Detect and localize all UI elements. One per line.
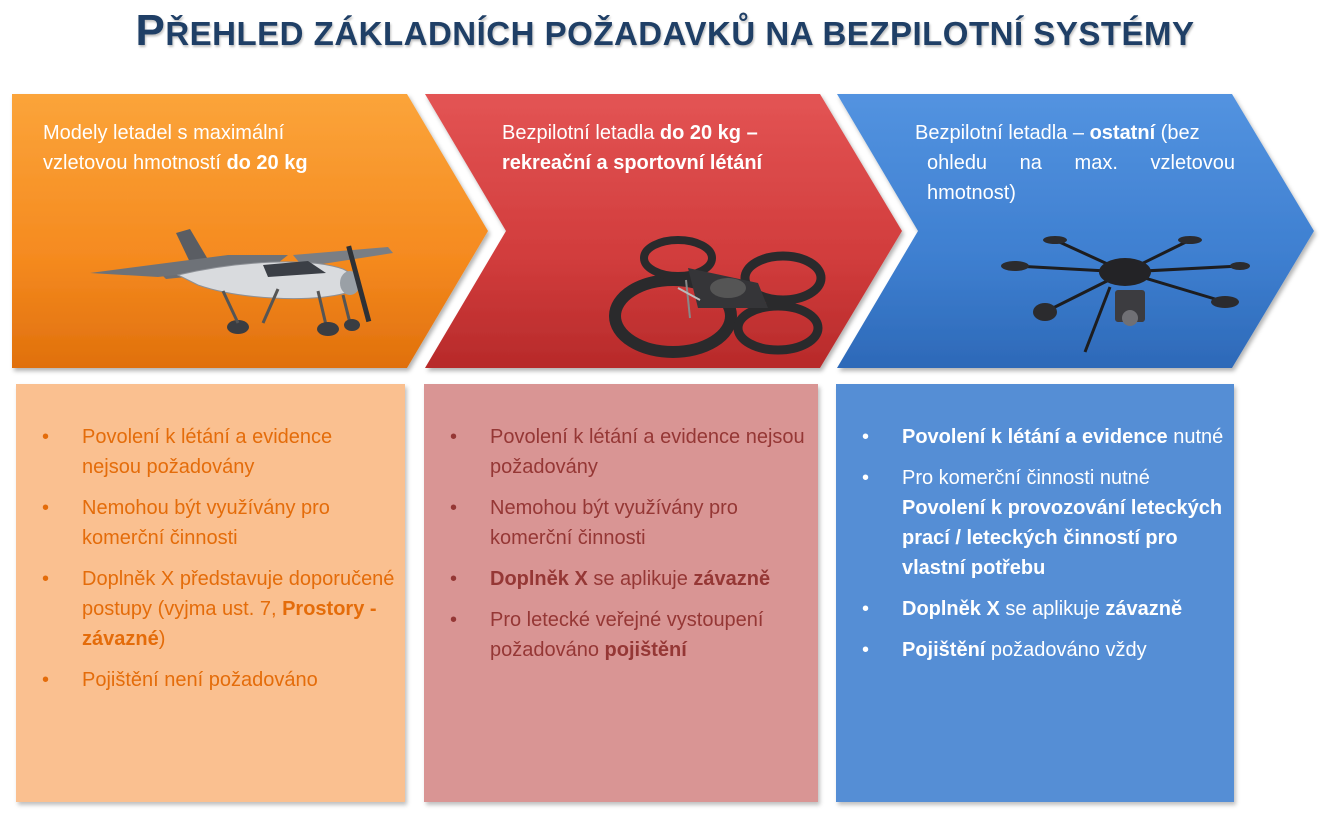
list-item: • Doplněk X se aplikuje závazně (862, 598, 1183, 620)
list-item: • Povolení k létání a evidence nutné (862, 426, 1224, 448)
list-item: • Doplněk X se aplikuje závazně (450, 568, 771, 590)
list-item: • Nemohou být využívány pro komerční činnosti (42, 497, 330, 549)
list-item: • Pro komerční činnosti nutné Povolení k provozování leteckých prací / leteckých činností pro vlastní potřebu (862, 467, 1223, 579)
header-2: Bezpilotní letadla do 20 kg – rekreační a sportovní létání (502, 122, 763, 174)
requirements-box-recreational (424, 384, 818, 802)
list-item: • Pro letecké veřejné vystoupení požadováno pojištění (450, 609, 764, 661)
list-item: • Pojištění požadováno vždy (862, 639, 1147, 661)
quadcopter-icon (608, 228, 828, 358)
requirements-box-other (836, 384, 1234, 802)
list-item: • Doplněk X představuje doporučené postupy (vyjma ust. 7, Prostory - závazné) (42, 568, 395, 650)
hexacopter-icon (1000, 232, 1250, 362)
list-item: • Povolení k létání a evidence nejsou požadovány (42, 426, 333, 478)
requirements-box-models (16, 384, 405, 802)
list-item: • Povolení k létání a evidence nejsou požadovány (450, 426, 805, 478)
list-item: • Pojištění není požadováno (42, 669, 318, 691)
list-item: • Nemohou být využívány pro komerční činnosti (450, 497, 738, 549)
header-3: Bezpilotní letadla – ostatní (bez ohledu na max. vzletovou hmotnost) (915, 122, 1235, 204)
page-title: PŘEHLED ZÁKLADNÍCH POŽADAVKŮ NA BEZPILOTNÍ SYSTÉMY (135, 6, 1195, 55)
header-1: Modely letadel s maximální vzletovou hmotností do 20 kg (43, 122, 308, 174)
airplane-icon (88, 225, 398, 345)
